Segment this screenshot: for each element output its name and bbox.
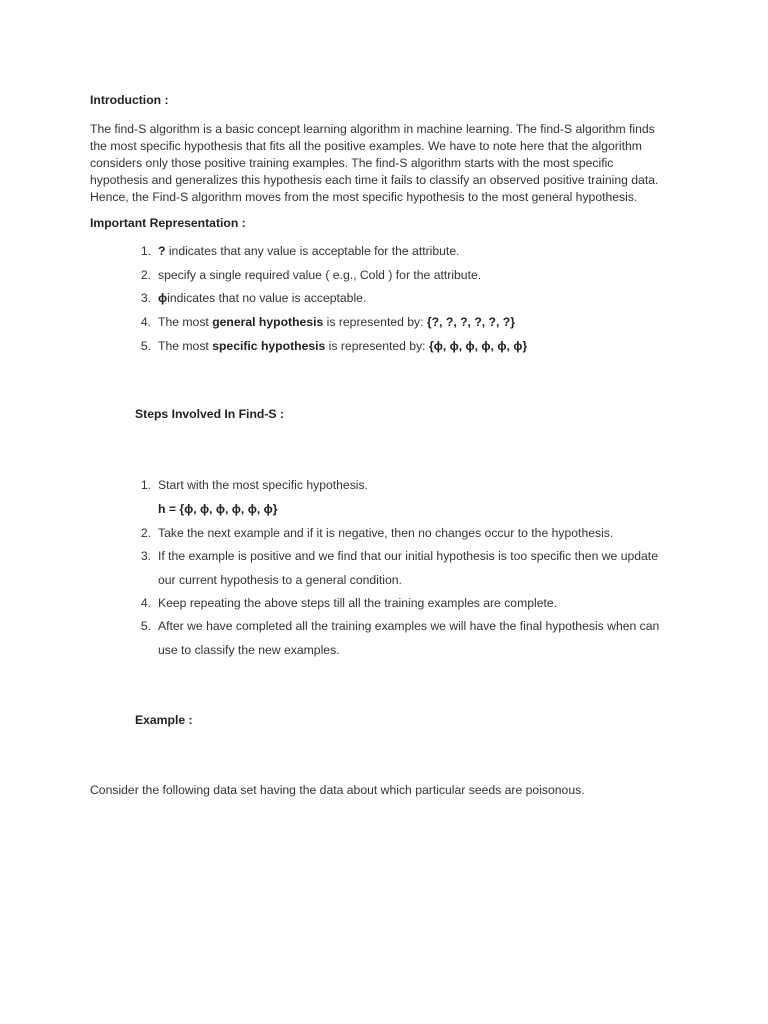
list-number: 2. xyxy=(140,526,151,540)
steps-heading: Steps Involved In Find-S : xyxy=(135,407,284,421)
list-number: 3. xyxy=(140,291,151,305)
list-text: Take the next example and if it is negative, then no changes occur to the hypothesis. xyxy=(158,526,614,540)
list-number: 1. xyxy=(140,478,151,492)
list-text: use to classify the new examples. xyxy=(158,643,340,657)
item-text: The most xyxy=(158,339,213,353)
item-text: indicates that any value is acceptable for the attribute. xyxy=(165,244,460,258)
bold-term: general hypothesis xyxy=(212,315,324,329)
step-formula: h = {ϕ, ϕ, ϕ, ϕ, ϕ, ϕ} xyxy=(158,502,278,516)
hypothesis-set: {ϕ, ϕ, ϕ, ϕ, ϕ, ϕ} xyxy=(428,339,528,353)
list-text: our current hypothesis to a general condition. xyxy=(158,573,402,587)
intro-line: The find-S algorithm is a basic concept learning algorithm in machine learning. The find-S algorithm finds xyxy=(90,122,655,136)
list-text xyxy=(158,339,527,353)
item-text: indicates that no value is acceptable. xyxy=(167,291,367,305)
intro-line: hypothesis and generalizes this hypothesis each time it fails to classify an observed positive training data. xyxy=(90,173,659,187)
symbol-any: ? xyxy=(158,244,166,258)
item-text: is represented by: xyxy=(323,315,427,329)
bold-term: specific hypothesis xyxy=(212,339,326,353)
intro-heading: Introduction : xyxy=(90,93,169,107)
list-number: 5. xyxy=(140,619,151,633)
list-text xyxy=(158,244,459,258)
representation-heading: Important Representation : xyxy=(90,216,246,230)
example-text: Consider the following data set having the data about which particular seeds are poisonous. xyxy=(90,783,585,797)
list-number: 3. xyxy=(140,549,151,563)
list-number: 4. xyxy=(140,315,151,329)
item-text: The most xyxy=(158,315,213,329)
hypothesis-set: {?, ?, ?, ?, ?, ?} xyxy=(426,315,515,329)
item-text: is represented by: xyxy=(325,339,429,353)
list-number: 1. xyxy=(140,244,151,258)
symbol-phi: ϕ xyxy=(158,291,168,305)
intro-line: Hence, the Find-S algorithm moves from the most specific hypothesis to the most general hypothesis. xyxy=(90,190,638,204)
example-heading: Example : xyxy=(135,713,193,727)
list-text xyxy=(158,291,366,305)
list-text xyxy=(158,315,515,329)
intro-line: considers only those positive training examples. The find-S algorithm starts with the most specific xyxy=(90,156,614,170)
list-text: Keep repeating the above steps till all the training examples are complete. xyxy=(158,596,558,610)
list-number: 2. xyxy=(140,268,151,282)
list-number: 5. xyxy=(140,339,151,353)
list-number: 4. xyxy=(140,596,151,610)
list-text: After we have completed all the training examples we will have the final hypothesis when can xyxy=(158,619,660,633)
list-text: Start with the most specific hypothesis. xyxy=(158,478,368,492)
intro-line: the most specific hypothesis that fits all the positive examples. We have to note here that the algorithm xyxy=(90,139,642,153)
intro-paragraph xyxy=(90,121,690,206)
list-text: If the example is positive and we find that our initial hypothesis is too specific then we update xyxy=(158,549,658,563)
list-text: specify a single required value ( e.g., Cold ) for the attribute. xyxy=(158,268,482,282)
